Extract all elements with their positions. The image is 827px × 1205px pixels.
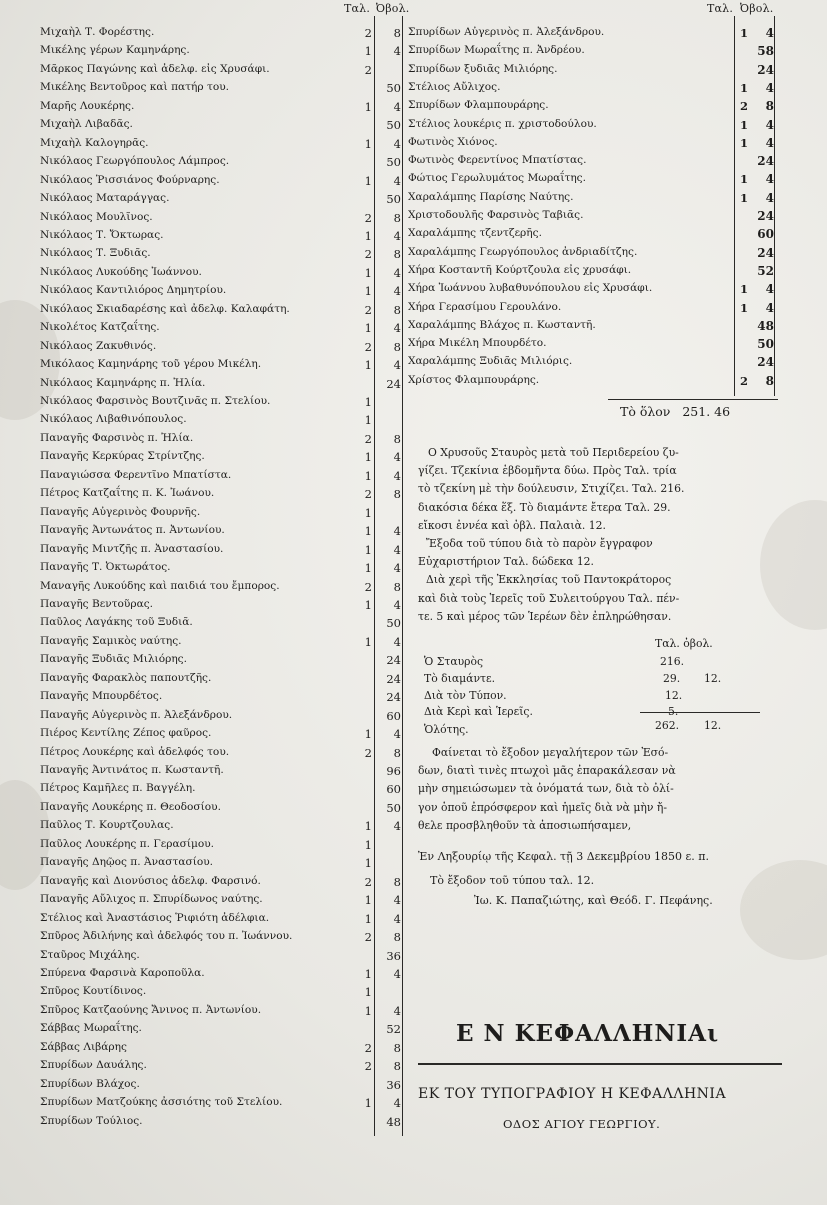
contributor-name: Χρίστος Φλαμπουράρης.: [408, 373, 540, 386]
contributor-name: Παναγῆς Φαρσινὸς π. Ἠλία.: [40, 431, 194, 444]
right-column-rule: [774, 16, 775, 396]
contributor-obol: 8: [393, 339, 401, 354]
contributor-tal: 1: [739, 172, 748, 187]
contributor-tal: 1: [364, 634, 372, 649]
left-obol-header: Ὀβολ.: [376, 2, 410, 15]
total-value: 251. 46: [682, 404, 731, 419]
contributor-name: Σπυρίδων Μωραΐτης π. Ἀνδρέου.: [408, 44, 585, 57]
contributor-obol: 8: [393, 431, 401, 446]
contributor-tal: 1: [739, 80, 748, 95]
contributor-obol: 4: [393, 893, 401, 908]
contributor-obol: 96: [386, 764, 401, 778]
contributor-tal: 1: [364, 395, 372, 409]
contributor-obol: 4: [393, 634, 401, 649]
contributor-name: Παναγῆς Βεντοῦρας.: [40, 597, 154, 610]
contributor-obol: 4: [765, 190, 774, 205]
summary-tal: 29.: [663, 672, 681, 685]
contributor-obol: 4: [765, 117, 774, 132]
text-line: θελε προσβληθοῦν τὰ ἀποσιωπήσαμεν,: [418, 818, 632, 832]
summary-label: Ὁ Σταυρὸς: [424, 655, 484, 668]
contributor-tal: 1: [364, 727, 372, 742]
contributor-name: Παναγῆς Μιντζῆς π. Ἀναστασίου.: [40, 542, 224, 555]
contributor-obol: 8: [393, 579, 401, 594]
contributor-name: Σπυρίδων Βλάχος.: [40, 1077, 140, 1090]
contributor-name: Πέτρος Κατζαΐτης π. Κ. Ἰωάνου.: [40, 487, 215, 500]
contributor-obol: 4: [393, 265, 401, 280]
contributor-obol: 4: [393, 321, 401, 336]
closing-paragraph: [418, 744, 778, 835]
contributor-tal: 1: [364, 1096, 372, 1111]
contributor-obol: 50: [386, 192, 401, 207]
contributor-name: Νικόλαος Τ. Ξυδιᾶς.: [40, 247, 151, 260]
contributor-name: Νικόλαος Λιβαθινόπουλος.: [40, 413, 187, 426]
text-line: δων, διατὶ τινὲς πτωχοὶ μᾶς ἐπαρακάλεσαν νὰ: [418, 764, 676, 778]
contributor-obol: 24: [757, 209, 774, 223]
contributor-obol: 50: [386, 800, 401, 815]
contributor-tal: 1: [739, 300, 748, 315]
text-line: Διὰ χερὶ τῆς Ἐκκλησίας τοῦ Παντοκράτορος: [426, 573, 672, 587]
contributor-name: Νικόλαος Ῥισσιάνος Φούρναρης.: [40, 173, 220, 186]
contributor-obol: 48: [386, 1114, 401, 1129]
contributor-tal: 1: [739, 282, 748, 297]
contributor-name: Νικόλαος Μουλῖνος.: [40, 210, 153, 223]
contributor-name: Μικέλης Βεντοῦρος καὶ πατήρ του.: [40, 81, 230, 94]
contributor-name: Παναγῆς Δηῷος π. Ἀναστασίου.: [40, 856, 214, 869]
contributor-name: Στέλιος λουκέρις π. χριστοδούλου.: [408, 117, 597, 130]
contributor-name: Στέλιος καὶ Ἀναστάσιος Ῥιφιότη ἀδέλφια.: [40, 911, 270, 924]
contributor-name: Σπυρίδων Δαυάλης.: [40, 1059, 147, 1072]
contributor-tal: 1: [364, 597, 372, 612]
contributor-name: Μᾶρκος Παγώνης καὶ ἀδελφ. εἰς Χρυσάφι.: [40, 62, 270, 75]
left-tal-header: Ταλ.: [344, 2, 371, 15]
contributor-tal: 1: [739, 190, 748, 205]
contributor-name: Παναγῆς Αὔλιχος π. Σπυρίδωνος ναύτης.: [40, 893, 263, 906]
left-column-rule: [402, 16, 403, 1136]
contributor-obol: 8: [393, 26, 401, 40]
contributor-obol: 50: [386, 616, 401, 631]
contributor-name: Στέλιος Αὔλιχος.: [408, 80, 501, 93]
contributor-name: Πέτρος Λουκέρης καὶ ἀδελφός του.: [40, 745, 230, 758]
contributor-tal: 1: [364, 228, 372, 243]
contributor-name: Χαραλάμπης τζεντζερῆς.: [408, 227, 542, 240]
text-line: τε. 5 καὶ μέρος τῶν Ἱερέων δὲν ἐπληρώθησαν.: [418, 609, 672, 623]
summary-total-obol: 12.: [704, 719, 722, 732]
summary-rule: [640, 712, 760, 713]
contributor-name: Πιέρος Κεντίλης Ζέπος φαῦρος.: [40, 727, 212, 740]
summary-tal: 216.: [660, 655, 685, 668]
contributor-name: Πέτρος Καμῆλες π. Βαγγέλη.: [40, 782, 196, 795]
contributor-obol: 4: [393, 358, 401, 373]
imprint-line-1: ΕΚ ΤΟΥ ΤΥΠΟΓΡΑΦΙΟΥ Η ΚΕΦΑΛΛΗΝΙΑ: [418, 1086, 727, 1102]
contributor-obol: 8: [393, 1040, 401, 1055]
contributor-tal: 1: [364, 321, 372, 336]
contributor-obol: 36: [386, 1077, 401, 1092]
contributor-obol: 4: [765, 26, 774, 40]
contributor-tal: 1: [364, 450, 372, 465]
contributor-name: Παναγῆς Αὐγερινὸς π. Ἀλεξάνδρου.: [40, 708, 233, 721]
contributor-obol: 4: [393, 99, 401, 114]
contributor-tal: 1: [364, 524, 372, 539]
contributor-obol: 60: [386, 708, 401, 723]
contributor-name: Παναγιώσσα Φερεντῖνο Μπατίστα.: [40, 468, 232, 481]
contributor-obol: 8: [393, 930, 401, 945]
contributor-tal: 1: [364, 265, 372, 280]
contributor-tal: 1: [364, 542, 372, 557]
contributor-obol: 24: [757, 355, 774, 370]
contributor-name: Χαραλάμπης Ξυδιᾶς Μιλιόρις.: [408, 355, 573, 368]
contributor-obol: 8: [393, 874, 401, 889]
contributor-obol: 24: [386, 671, 401, 686]
contributor-obol: 4: [765, 80, 774, 95]
contributor-tal: 2: [364, 62, 372, 77]
cross-paragraph: [418, 444, 778, 535]
contributor-obol: 4: [393, 44, 401, 59]
contributor-name: Σπυρίδων Φλαμπουράρης.: [408, 99, 549, 112]
summary-label: Διὰ Κερὶ καὶ Ἱερεῖς.: [424, 705, 533, 718]
contributor-name: Χριστοδουλῆς Φαρσινὸς Ταβιᾶς.: [408, 209, 584, 221]
contributor-name: Σπῦρος Ἀδιλήνης καὶ ἀδελφός του π. Ἰωάννου.: [40, 930, 293, 943]
contributor-obol: 58: [757, 44, 774, 59]
contributor-obol: 4: [393, 542, 401, 557]
contributor-obol: 4: [393, 1096, 401, 1111]
contributor-name: Χήρα Κοσταντῆ Κούρτζουλα εἰς χρυσάφι.: [408, 263, 632, 276]
text-line: Φαίνεται τὸ ἔξοδον μεγαλήτερον τῶν Ἐσό-: [432, 746, 669, 759]
contributor-name: Νικόλαος Φαρσινὸς Βουτζινᾶς π. Στελίου.: [40, 395, 271, 407]
contributor-obol: 48: [757, 318, 774, 333]
contributor-name: Σπῦρος Κουτίδινος.: [40, 985, 147, 998]
contributor-tal: 2: [364, 579, 372, 594]
contributor-name: Νικολέτος Κατζαΐτης.: [40, 321, 160, 334]
contributor-tal: 2: [739, 99, 748, 114]
contributor-name: Νικόλαος Ματαράγγας.: [40, 192, 170, 205]
contributor-obol: 8: [393, 247, 401, 262]
contributor-obol: 4: [765, 172, 774, 187]
contributor-name: Σπυρίδων ξυδιᾶς Μιλιόρης.: [408, 62, 558, 75]
contributor-tal: 1: [739, 26, 748, 40]
total-rule: [608, 399, 778, 400]
summary-tal: 12.: [665, 689, 683, 702]
summary-header: [655, 637, 713, 650]
contributor-tal: 2: [364, 745, 372, 760]
contributor-tal: 2: [364, 1059, 372, 1074]
imprint-line-2: ΟΔΟΣ ΑΓΙΟΥ ΓΕΩΡΓΙΟΥ.: [503, 1117, 661, 1131]
contributor-name: Παῦλος Λαγάκης τοῦ Ξυδιᾶ.: [40, 616, 193, 629]
contributor-name: Μικόλαος Καμηνάρης τοῦ γέρου Μικέλη.: [40, 358, 262, 371]
contributor-name: Σάββας Λιβάρης: [40, 1040, 127, 1053]
contributor-name: Σπυρίδων Ματζούκης ἀσσιότης τοῦ Στελίου.: [40, 1096, 283, 1109]
contributor-tal: 2: [364, 487, 372, 502]
contributor-tal: 1: [364, 966, 372, 981]
contributor-tal: 1: [364, 358, 372, 373]
contributor-tal: 2: [364, 26, 372, 40]
text-line: μὴν σημειώσωμεν τὰ ὀνόματά των, διὰ τὸ ὀλί-: [418, 782, 674, 796]
contributor-tal: 1: [364, 856, 372, 871]
contributor-tal: 2: [364, 339, 372, 354]
contributor-obol: 24: [757, 245, 774, 260]
summary-label: Διὰ τὸν Τύπον.: [424, 689, 507, 702]
contributor-name: Χαραλάμπης Βλάχος π. Κωσταντῆ.: [408, 318, 596, 331]
contributor-tal: 2: [364, 247, 372, 262]
contributor-obol: 36: [386, 948, 401, 963]
contributor-obol: 4: [765, 135, 774, 150]
contributor-name: Σάββας Μωραΐτης.: [40, 1022, 142, 1035]
contributor-obol: 4: [393, 173, 401, 188]
contributor-tal: 2: [364, 210, 372, 225]
contributor-name: Μιχαὴλ Λιβαδᾶς.: [40, 118, 133, 131]
contributor-name: Σπύρενα Φαρσινὰ Καροποῦλα.: [40, 966, 205, 979]
contributor-name: Παναγῆς Φαρακλὸς παπουτζῆς.: [40, 671, 212, 684]
contributor-name: Σπυρίδων Τούλιος.: [40, 1114, 143, 1127]
contributor-obol: 8: [393, 210, 401, 225]
place-date: Ἐν Ληξουρίῳ τῆς Κεφαλ. τῇ 3 Δεκεμβρίου 1850 ε. π.: [418, 850, 709, 863]
contributor-tal: 1: [364, 468, 372, 483]
contributor-tal: 1: [364, 561, 372, 576]
contributor-obol: 8: [765, 373, 774, 388]
printing-cost: Τὸ ἔξοδον τοῦ τύπου ταλ. 12.: [430, 874, 595, 887]
contributor-name: Φωτινὸς Χιόνος.: [408, 135, 498, 148]
contributor-name: Παναγῆς Σαμικὸς ναύτης.: [40, 634, 182, 647]
contributor-name: Νικόλαος Καμηνάρης π. Ἠλία.: [40, 376, 206, 389]
contributor-tal: 1: [364, 985, 372, 1000]
contributor-name: Νικόλαος Ζακυθινός.: [40, 339, 157, 352]
summary-tal-header: Ταλ.: [655, 637, 680, 650]
contributor-tal: 1: [364, 136, 372, 151]
contributor-tal: 1: [739, 135, 748, 150]
right-tal-header: Ταλ.: [707, 2, 734, 15]
contributor-obol: 8: [765, 99, 774, 114]
summary-label: Τὸ διαμάντε.: [424, 672, 496, 685]
contributor-name: Νικόλαος Τ. Ὄκτωρας.: [40, 228, 164, 241]
contributor-name: Παναγῆς Κερκύρας Στρίντζης.: [40, 450, 205, 463]
contributor-name: Μικέλης γέρων Καμηνάρης.: [40, 44, 190, 57]
contributor-obol: 60: [757, 227, 774, 242]
contributor-name: Μαναγῆς Λυκούδης καὶ παιδιά του ἔμπορος.: [40, 579, 280, 592]
contributor-obol: 4: [393, 284, 401, 299]
contributor-tal: 2: [364, 1040, 372, 1055]
contributor-obol: 50: [386, 155, 401, 170]
contributor-obol: 60: [386, 782, 401, 797]
contributor-tal: 2: [364, 874, 372, 889]
contributor-name: Χαραλάμπης Παρίσης Ναύτης.: [408, 190, 574, 203]
contributor-name: Σταῦρος Μιχάλης.: [40, 948, 140, 961]
contributor-name: Παναγῆς Ἀντινάτος π. Κωσταντῆ.: [40, 764, 224, 776]
contributor-obol: 4: [393, 966, 401, 981]
contributor-tal: 1: [364, 837, 372, 852]
contributor-tal: 1: [364, 893, 372, 908]
contributor-obol: 8: [393, 487, 401, 502]
contributor-name: Χήρα Μικέλη Μπουρδέτο.: [408, 337, 547, 350]
total-label: Τὸ ὅλον: [620, 404, 671, 419]
contributor-obol: 4: [393, 561, 401, 576]
contributor-name: Παῦλος Τ. Κουρτζουλας.: [40, 819, 174, 832]
contributor-name: Φωτινὸς Φερεντίνος Μπατίστας.: [408, 154, 587, 167]
contributor-name: Παναγῆς Ἀντωνάτος π. Ἀντωνίου.: [40, 524, 225, 537]
contributor-name: Χήρα Γερασίμου Γερουλάνο.: [408, 300, 562, 313]
summary-total-label: Ὁλότης.: [424, 723, 469, 736]
contributor-name: Παναγῆς Τ. Ὀκτωράτος.: [40, 561, 171, 574]
contributor-obol: 50: [386, 81, 401, 96]
contributor-obol: 4: [393, 136, 401, 151]
right-column-rule: [734, 16, 735, 396]
contributor-tal: 2: [364, 431, 372, 446]
text-line: διακόσια δέκα ἕξ. Τὸ διαμάντε ἔτερα Ταλ. 29.: [418, 500, 671, 514]
publication-title: Ε Ν ΚΕΦΑΛΛΗΝΙΑι: [456, 1020, 720, 1047]
contributor-obol: 4: [393, 450, 401, 465]
contributor-obol: 4: [393, 228, 401, 243]
contributor-obol: 8: [393, 1059, 401, 1074]
contributor-obol: 52: [386, 1022, 401, 1037]
contributor-name: Νικόλαος Καντιλιόρος Δημητρίου.: [40, 284, 227, 297]
contributor-name: Παναγῆς Αὐγερινὸς Φουρνῆς.: [40, 505, 201, 518]
contributor-obol: 24: [386, 376, 401, 391]
contributor-tal: 1: [364, 911, 372, 926]
summary-obol-header: ὀβολ.: [683, 637, 713, 650]
contributor-name: Σπυρίδων Αὐγερινὸς π. Ἀλεξάνδρου.: [408, 26, 605, 38]
contributor-name: Παναγῆς καὶ Διονύσιος ἀδελφ. Φαρσινό.: [40, 874, 261, 887]
text-line: τὸ τζεκίνη μὲ τὴν δούλευσιν, Στιχίζει. Ταλ. 216.: [418, 482, 685, 496]
contributor-tal: 2: [364, 930, 372, 945]
contributor-name: Παναγῆς Λουκέρης π. Θεοδοσίου.: [40, 800, 221, 813]
contributor-obol: 24: [386, 653, 401, 668]
signatories: Ἰω. Κ. Παπαζιώτης, καὶ Θεόδ. Γ. Πεφάνης.: [474, 894, 713, 907]
contributor-obol: 24: [757, 62, 774, 77]
imprint-rule: [418, 1063, 782, 1065]
contributor-name: Παῦλος Λουκέρης π. Γερασίμου.: [40, 837, 215, 850]
contributor-name: Χαραλάμπης Γεωργόπουλος ἀνδριαδίτζης.: [408, 245, 638, 258]
contributor-obol: 4: [393, 597, 401, 612]
contributor-obol: 8: [393, 302, 401, 317]
contributor-obol: 4: [393, 524, 401, 539]
contributor-obol: 24: [386, 690, 401, 705]
contributor-name: Σπῦρος Κατζαούνης Ἄνινος π. Ἀντωνίου.: [40, 1003, 262, 1016]
contributor-obol: 52: [757, 263, 774, 278]
text-line: καὶ διὰ τοὺς Ἱερεῖς τοῦ Συλειτούργου Ταλ. πέν-: [418, 591, 680, 605]
contributor-obol: 8: [393, 745, 401, 760]
contributor-name: Παναγῆς Μπουρδέτος.: [40, 690, 163, 703]
text-line: γίζει. Τζεκίνια ἑβδομῆντα δύω. Πρὸς Ταλ. τρία: [418, 464, 677, 478]
contributor-tal: 1: [364, 99, 372, 114]
contributor-obol: 50: [386, 118, 401, 133]
contributor-name: Νικόλαος Σκιαδαρέσης καὶ ἀδελφ. Καλαφάτη.: [40, 302, 290, 315]
contributor-tal: 1: [364, 819, 372, 834]
contributor-obol: 50: [757, 337, 774, 352]
contributor-tal: 2: [739, 373, 748, 388]
contributor-tal: 1: [364, 173, 372, 188]
contributor-obol: 4: [393, 468, 401, 483]
contributor-tal: 1: [364, 44, 372, 59]
grand-total: [620, 404, 730, 419]
contributor-obol: 4: [765, 282, 774, 297]
expenses-paragraph: [418, 535, 778, 626]
contributor-obol: 4: [765, 300, 774, 315]
contributor-tal: 1: [739, 117, 748, 132]
contributor-tal: 1: [364, 1003, 372, 1018]
contributor-name: Φώτιος Γερωλυμάτος Μωραΐτης.: [408, 172, 586, 185]
contributor-tal: 1: [364, 505, 372, 520]
contributor-name: Χήρα Ἰωάννου λυβαθυνόπουλου εἰς Χρυσάφι.: [408, 282, 653, 295]
contributor-name: Μιχαὴλ Καλογηρᾶς.: [40, 136, 149, 149]
contributor-tal: 1: [364, 284, 372, 299]
contributor-obol: 4: [393, 819, 401, 834]
text-line: Εὐχαριστήριον Ταλ. δώδεκα 12.: [418, 555, 594, 569]
contributor-name: Νικόλαος Λυκούδης Ἰωάννου.: [40, 265, 202, 278]
text-line: γον ὁποῦ ἐπρόσφερον καὶ ἡμεῖς διὰ νὰ μὴν ἤ-: [418, 800, 667, 814]
contributor-name: Μαρῆς Λουκέρης.: [40, 99, 135, 112]
contributor-tal: 2: [364, 302, 372, 317]
contributor-obol: 4: [393, 727, 401, 742]
summary-obol: 12.: [704, 672, 722, 685]
contributor-name: Νικόλαος Γεωργόπουλος Λάμπρος.: [40, 155, 230, 168]
summary-total-tal: 262.: [655, 719, 680, 732]
contributor-tal: 1: [364, 413, 372, 428]
right-obol-header: Ὀβολ.: [740, 2, 774, 15]
text-line: εἴκοσι ἐννέα καὶ ὀβλ. Παλαιὰ. 12.: [418, 518, 606, 532]
text-line: Ἔξοδα τοῦ τύπου διὰ τὸ παρὸν ἔγγραφον: [426, 537, 653, 550]
contributor-name: Μιχαὴλ Τ. Φορέστης.: [40, 26, 155, 38]
contributor-obol: 4: [393, 1003, 401, 1018]
contributor-obol: 24: [757, 154, 774, 169]
contributor-name: Παναγῆς Ξυδιᾶς Μιλιόρης.: [40, 653, 187, 666]
text-line: Ο Χρυσοῦς Σταυρὸς μετὰ τοῦ Περιδερείου ζυ-: [428, 446, 679, 459]
contributor-obol: 4: [393, 911, 401, 926]
